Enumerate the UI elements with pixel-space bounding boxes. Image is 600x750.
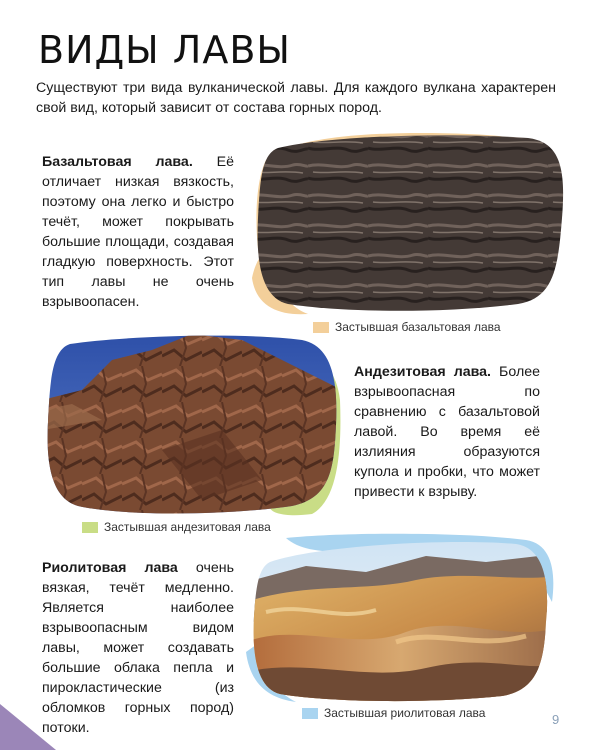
rhyolite-caption-text: Застывшая риолитовая лава xyxy=(324,706,486,720)
basalt-text: Её отличает низкая вязкость, поэтому она легко и быстро течёт, может покрывать большие площади, создавая гладкую поверхность. Этот тип лавы не очень взрывоопасен. xyxy=(42,154,234,310)
rhyolite-caption xyxy=(302,706,485,720)
andesite-photo xyxy=(42,330,342,518)
andesite-caption-text: Застывшая андезитовая лава xyxy=(104,520,271,534)
rhyolite-text: очень вязкая, течёт медленно. Является наиболее взрывоопасным видом лавы, может создавать большие облака пепла и пирокластические (из обломков горных пород) потоки. xyxy=(42,560,234,736)
rhyolite-heading: Риолитовая лава xyxy=(42,560,178,576)
andesite-caption xyxy=(82,520,271,534)
rhyolite-caption-swatch xyxy=(302,708,318,719)
intro-paragraph: Существуют три вида вулканической лавы. Для каждого вулкана характерен свой вид, который зависит от состава горных пород. xyxy=(36,80,556,116)
rhyolite-paragraph xyxy=(42,558,234,738)
page-number: 9 xyxy=(552,712,560,727)
basalt-heading: Базальтовая лава. xyxy=(42,154,193,170)
page-title: ВИДЫ ЛАВЫ xyxy=(38,28,291,72)
andesite-caption-swatch xyxy=(82,522,98,533)
corner-decoration xyxy=(0,690,60,750)
andesite-heading: Андезитовая лава. xyxy=(354,364,491,380)
basalt-paragraph xyxy=(42,152,234,312)
andesite-text: Более взрывоопасная по сравнению с базальтовой лавой. Во время её излияния образуются купола и пробки, что может привести к взрыву. xyxy=(354,364,540,500)
rhyolite-photo xyxy=(246,532,556,704)
basalt-caption-text: Застывшая базальтовая лава xyxy=(335,320,501,334)
andesite-paragraph xyxy=(354,362,540,502)
basalt-photo xyxy=(248,128,568,318)
